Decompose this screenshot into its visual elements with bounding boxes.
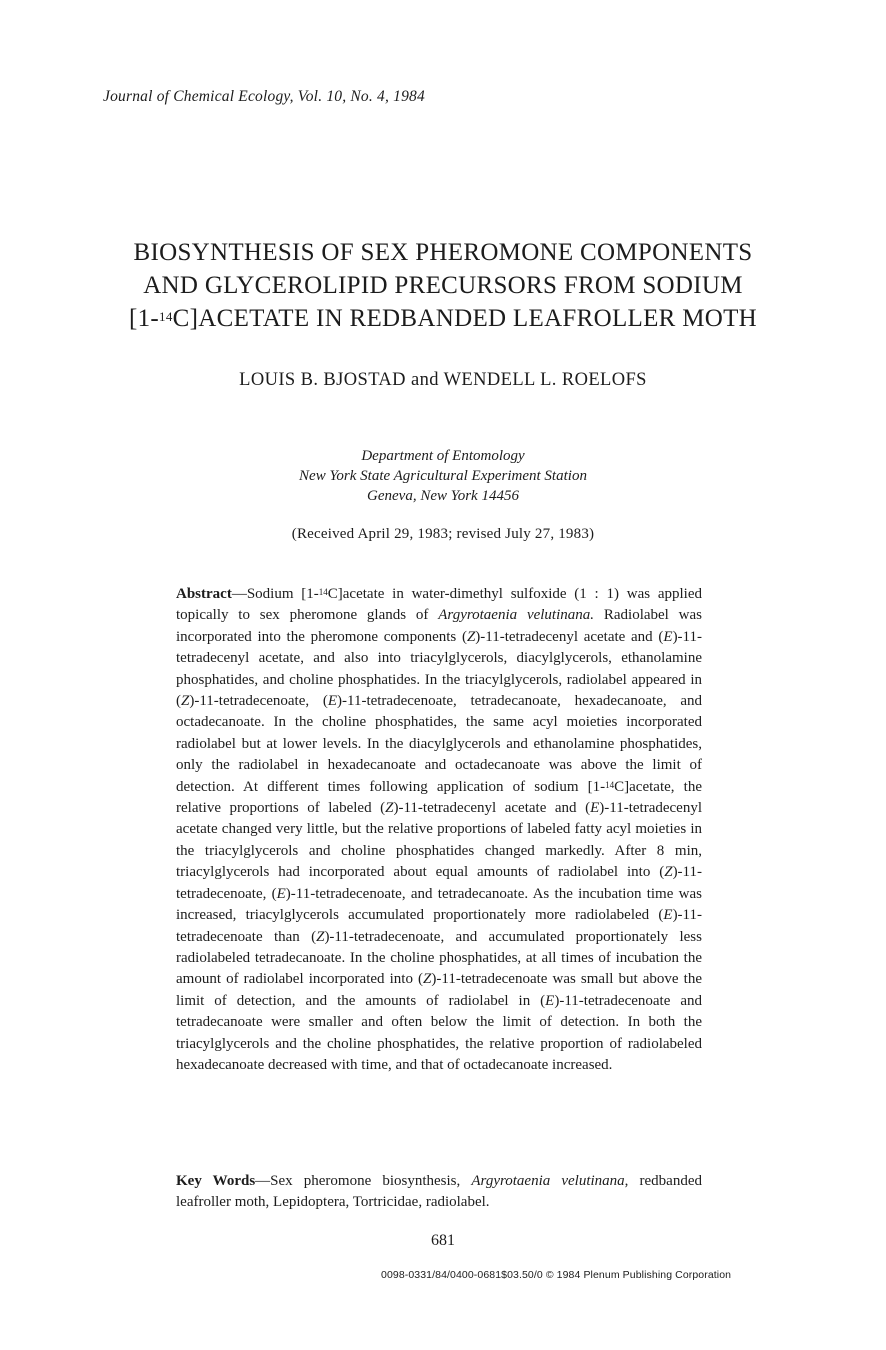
- affiliation-station: New York State Agricultural Experiment Station: [299, 468, 587, 484]
- isomer-e: E: [590, 800, 600, 817]
- abstract-text: )-11-tetradecenyl acetate and (: [393, 800, 591, 817]
- keywords-text: —Sex pheromone biosynthesis,: [255, 1173, 472, 1189]
- isomer-e: E: [663, 628, 673, 645]
- keywords-text: , redbanded leafroller moth, Lepidoptera, Tortricidae, radiolabel.: [176, 1173, 702, 1211]
- abstract-text: )-11-tetradecenoate than (: [176, 907, 702, 945]
- affiliation-department: Department of Entomology: [361, 448, 525, 464]
- abstract-text: )-11-tetradecenyl acetate and (: [475, 628, 664, 645]
- abstract-label: Abstract: [176, 586, 232, 602]
- page-number: 681: [431, 1232, 455, 1249]
- abstract-text: )-11-tetradecenoate, and accumulated proportionately less radiolabeled tetradecanoate. In the choline phosphatides, at all times of incubation the amount of radiolabel incorporated into (: [176, 928, 702, 988]
- isotope-superscript: 14: [605, 779, 615, 790]
- title-line: AND GLYCEROLIPID PRECURSORS FROM SODIUM: [143, 272, 743, 299]
- article-title: [60, 236, 826, 335]
- species-name: Argyrotaenia velutinana: [471, 1173, 625, 1189]
- affiliation-location: Geneva, New York 14456: [367, 488, 519, 504]
- isomer-e: E: [663, 907, 673, 924]
- key-words: [176, 1171, 702, 1214]
- abstract-text: C]acetate in water-dimethyl sulfoxide (1 : 1) was applied topically to sex pheromone glands of: [176, 586, 702, 624]
- abstract: [176, 584, 702, 1076]
- isomer-z: Z: [466, 628, 476, 645]
- isomer-e: E: [545, 992, 555, 1009]
- abstract-text: C]acetate, the relative proportions of labeled (: [176, 778, 702, 817]
- copyright-line: 0098-0331/84/0400-0681$03.50/0 © 1984 Plenum Publishing Corporation: [381, 1269, 732, 1281]
- isomer-z: Z: [423, 971, 432, 988]
- affiliation: [0, 446, 886, 506]
- species-name: Argyrotaenia velutinana.: [438, 607, 595, 624]
- abstract-text: )-11-tetradecenyl acetate changed very little, but the relative proportions of labeled fatty acyl moieties in the triacylglycerols and choline phosphatides changed markedly. After 8 min, triacylglycerols had incorporated about equal amounts of radiolabel into (: [176, 800, 702, 881]
- title-line: [60, 302, 826, 335]
- abstract-text: )-11-tetradecenoate, tetradecanoate, hexadecanoate, and octadecanoate. In the choline phosphatides, the same acyl moieties incorporated radiolabel but at lower levels. In the diacylglycerols and ethanolamine phosphatides, only the radiolabel in hexadecanoate and octadecanoate was above the limit of detection. At different times following application of sodium [1-: [176, 693, 702, 795]
- title-text: [1-: [128, 305, 160, 332]
- authors: LOUIS B. BJOSTAD and WENDELL L. ROELOFS: [239, 370, 647, 390]
- isotope-superscript: 14: [159, 309, 173, 324]
- isomer-e: E: [276, 885, 286, 902]
- isomer-z: Z: [385, 800, 394, 817]
- isotope-superscript: 14: [318, 587, 328, 597]
- abstract-text: —Sodium [1-: [231, 586, 319, 602]
- isomer-z: Z: [181, 693, 190, 710]
- abstract-text: )-11-tetradecenoate, (: [189, 693, 328, 710]
- abstract-text: )-11-tetradecenoate was small but above the limit of detection, and the amounts of radiolabel in (: [176, 971, 702, 1009]
- received-dates: (Received April 29, 1983; revised July 27, 1983): [291, 526, 595, 542]
- abstract-text: Radiolabel was incorporated into the pheromone components (: [176, 607, 702, 645]
- journal-citation: Journal of Chemical Ecology, Vol. 10, No. 4, 1984: [103, 88, 425, 105]
- abstract-text: )-11-tetradecenyl acetate, and also into triacylglycerols, diacylglycerols, ethanolamine phosphatides, and choline phosphatides. In the triacylglycerols, radiolabel appeared in (: [176, 628, 702, 710]
- abstract-text: )-11-tetradecenoate, and tetradecanoate. As the incubation time was increased, triacylglycerols accumulated proportionately more radiolabeled (: [176, 885, 702, 924]
- title-text: C]ACETATE IN REDBANDED LEAFROLLER MOTH: [172, 305, 758, 332]
- isomer-z: Z: [316, 928, 325, 945]
- title-line: BIOSYNTHESIS OF SEX PHEROMONE COMPONENTS: [133, 239, 753, 266]
- keywords-label: Key Words: [176, 1173, 256, 1189]
- abstract-text: )-11-tetradecenoate, (: [176, 864, 702, 902]
- isomer-z: Z: [664, 864, 673, 881]
- abstract-text: )-11-tetradecenoate and tetradecanoate were smaller and often below the limit of detection. In both the triacylglycerols and the choline phosphatides, the relative proportion of radiolabeled hexadecanoate decreased with time, and that of octadecanoate increased.: [176, 992, 702, 1073]
- isomer-e: E: [327, 693, 338, 710]
